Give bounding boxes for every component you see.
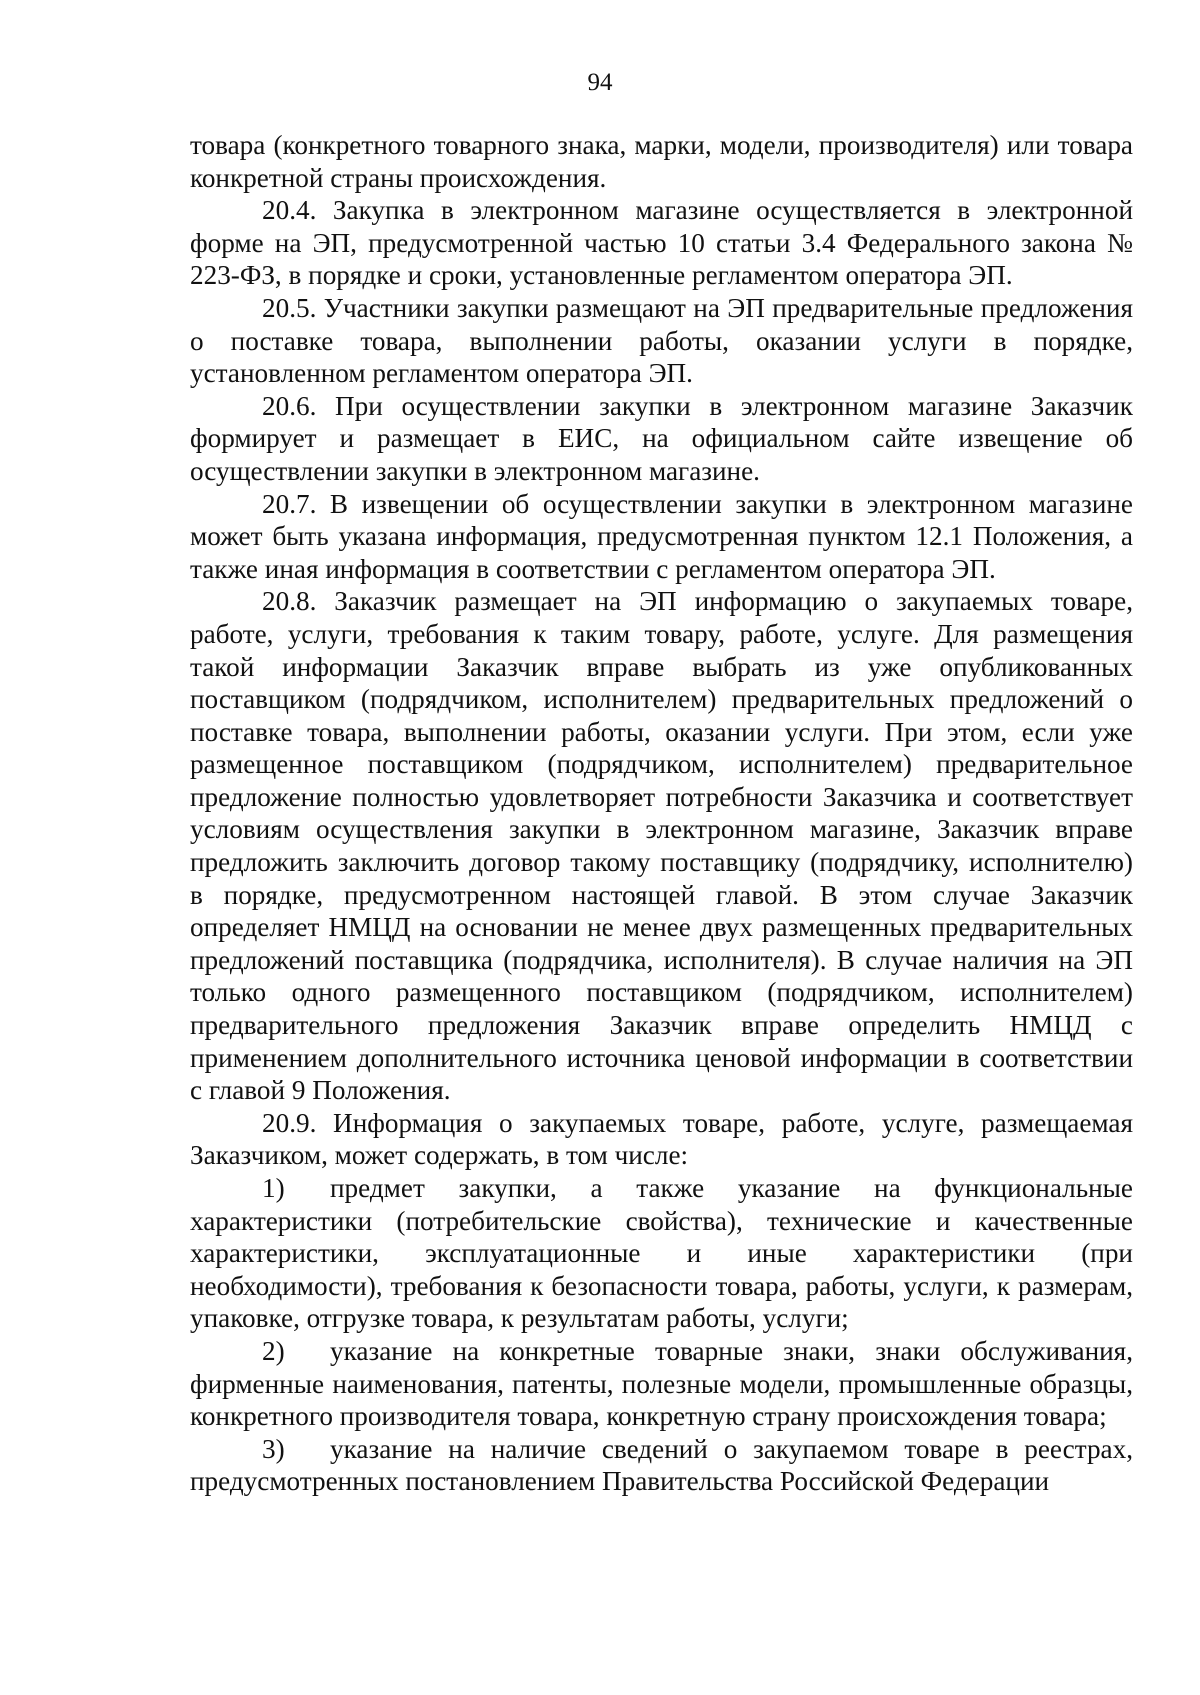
paragraph-20-4: 20.4. Закупка в электронном магазине осуществляется в электронной форме на ЭП, предусмотренной частью 10 статьи 3.4 Федерального закона № 223-ФЗ, в порядке и сроки, установленные регламентом оператора ЭП. — [190, 195, 1133, 291]
list-item-text: указание на конкретные товарные знаки, знаки обслуживания, фирменные наименования, патенты, полезные модели, промышленные образцы, конкретного производителя товара, конкретную страну происхождения товара; — [190, 1335, 1133, 1432]
list-item-text: предмет закупки, а также указание на функциональные характеристики (потребительские свойства), технические и качественные характеристики, эксплуатационные и иные характеристики (при необходимости), требования к безопасности товара, работы, услуги, к размерам, упаковке, отгрузке товара, к результатам работы, услуги; — [190, 1173, 1133, 1334]
list-item-number: 3) — [262, 1433, 285, 1464]
paragraph-20-7: 20.7. В извещении об осуществлении закупки в электронном магазине может быть указана информация, предусмотренная пунктом 12.1 Положения, а также иная информация в соответствии с регламентом оператора ЭП. — [190, 488, 1133, 584]
paragraph-20-9: 20.9. Информация о закупаемых товаре, работе, услуге, размещаемая Заказчиком, может содержать, в том числе: — [190, 1107, 1133, 1171]
page-number: 94 — [587, 69, 613, 96]
paragraph-continuation: товара (конкретного товарного знака, марки, модели, производителя) или товара конкретной страны происхождения. — [190, 130, 1133, 193]
list-item-number: 2) — [262, 1335, 285, 1366]
paragraph-20-6: 20.6. При осуществлении закупки в электронном магазине Заказчик формирует и размещает в ЕИС, на официальном сайте извещение об осуществлении закупки в электронном магазине. — [190, 390, 1133, 486]
list-item-number: 1) — [262, 1173, 285, 1203]
list-item-text: указание на наличие сведений о закупаемом товаре в реестрах, предусмотренных постановлением Правительства Российской Федерации — [190, 1433, 1133, 1497]
document-body — [190, 129, 1133, 1498]
list-item — [190, 1172, 1133, 1335]
paragraph-20-5: 20.5. Участники закупки размещают на ЭП предварительные предложения о поставке товара, выполнении работы, оказании услуги в порядке, установленном регламентом оператора ЭП. — [190, 292, 1133, 389]
paragraph-20-8: 20.8. Заказчик размещает на ЭП информацию о закупаемых товаре, работе, услуги, требования к таким товару, работе, услуге. Для размещения такой информации Заказчик вправе выбрать из уже опубликованных поставщиком (подрядчиком, исполнителем) предварительных предложений о поставке товара, выполнении работы, оказании услуги. При этом, если уже размещенное поставщиком (подрядчиком, исполнителем) предварительное предложение полностью удовлетворяет потребности Заказчика и соответствует условиям осуществления закупки в электронном магазине, Заказчик вправе предложить заключить договор такому поставщику (подрядчику, исполнителю) в порядке, предусмотренном настоящей главой. В этом случае Заказчик определяет НМЦД на основании не менее двух размещенных предварительных предложений поставщика (подрядчика, исполнителя). В случае наличия на ЭП только одного размещенного поставщиком (подрядчиком, исполнителем) предварительного предложения Заказчик вправе определить НМЦД с применением дополнительного источника ценовой информации в соответствии с главой 9 Положения. — [190, 586, 1133, 1106]
list-item — [190, 1433, 1133, 1498]
list-item — [190, 1335, 1133, 1433]
